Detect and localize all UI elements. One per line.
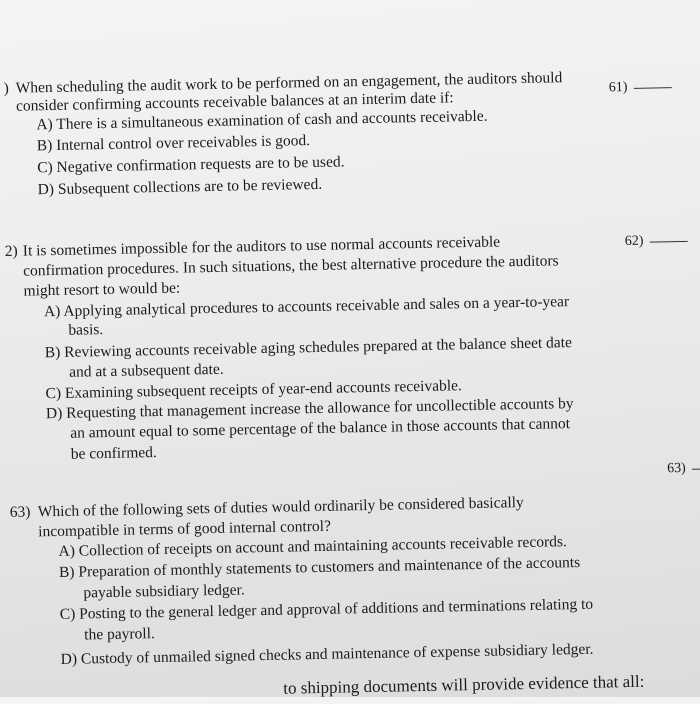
option-d: D) Requesting that management increase the allowance for uncollectible accounts by [45, 395, 574, 423]
option-c: C) Examining subsequent receipts of year-end accounts receivable. [45, 377, 462, 403]
option-d-cont: an amount equal to some percentage of the balance in those accounts that cannot [70, 415, 571, 442]
answer-line [692, 469, 700, 470]
answer-label: 62) [624, 233, 644, 250]
option-d: D) Subsequent collections are to be reviewed. [37, 175, 323, 199]
question-text: Which of the following sets of duties would ordinarily be considered basically [37, 494, 524, 521]
option-b-cont: payable subsidiary ledger. [83, 581, 245, 602]
option-b: B) Internal control over receivables is good. [36, 132, 311, 155]
option-c: C) Posting to the general ledger and approval of additions and terminations relating to [59, 595, 594, 623]
answer-label: 63) [666, 460, 686, 477]
option-b: B) Preparation of monthly statements to customers and maintenance of the accounts [58, 553, 581, 581]
option-a: A) There is a simultaneous examination of cash and accounts receivable. [36, 107, 488, 134]
question-text: incompatible in terms of good internal control? [38, 517, 332, 541]
option-b: B) Reviewing accounts receivable aging schedules prepared at the balance sheet date [44, 334, 573, 362]
question-number: 2) [4, 242, 18, 260]
option-c-cont: the payroll. [84, 625, 155, 644]
option-a: A) Applying analytical procedures to accounts receivable and sales on a year-to-year [43, 293, 570, 321]
option-a-cont: basis. [68, 321, 104, 339]
option-d: D) Custody of unmailed signed checks and maintenance of expense subsidiary ledger. [60, 640, 594, 668]
answer-line [649, 241, 687, 243]
question-text: confirmation procedures. In such situations, the best alternative procedure the auditors [23, 252, 559, 280]
next-question-partial: to shipping documents will provide evidence that all: [283, 671, 645, 698]
question-text: When scheduling the audit work to be performed on an engagement, the auditors should [15, 69, 563, 97]
option-a: A) Collection of receipts on account and maintaining accounts receivable records. [58, 533, 567, 560]
answer-blank-61[interactable] [609, 79, 672, 96]
answer-line [633, 87, 671, 89]
answer-blank-62[interactable] [625, 233, 688, 250]
answer-label: 61) [608, 79, 628, 96]
option-c: C) Negative confirmation requests are to be used. [37, 153, 345, 177]
answer-blank-63[interactable] [667, 461, 700, 478]
option-b-cont: and at a subsequent date. [68, 360, 224, 381]
question-number: ) [3, 79, 10, 97]
option-d-cont: be confirmed. [70, 444, 157, 463]
question-text: It is sometimes impossible for the auditors to use normal accounts receivable [22, 233, 501, 260]
question-text: consider confirming accounts receivable balances at an interim date if: [15, 89, 454, 115]
question-number: 63) [9, 503, 31, 521]
question-text: might resort to would be: [23, 279, 181, 300]
